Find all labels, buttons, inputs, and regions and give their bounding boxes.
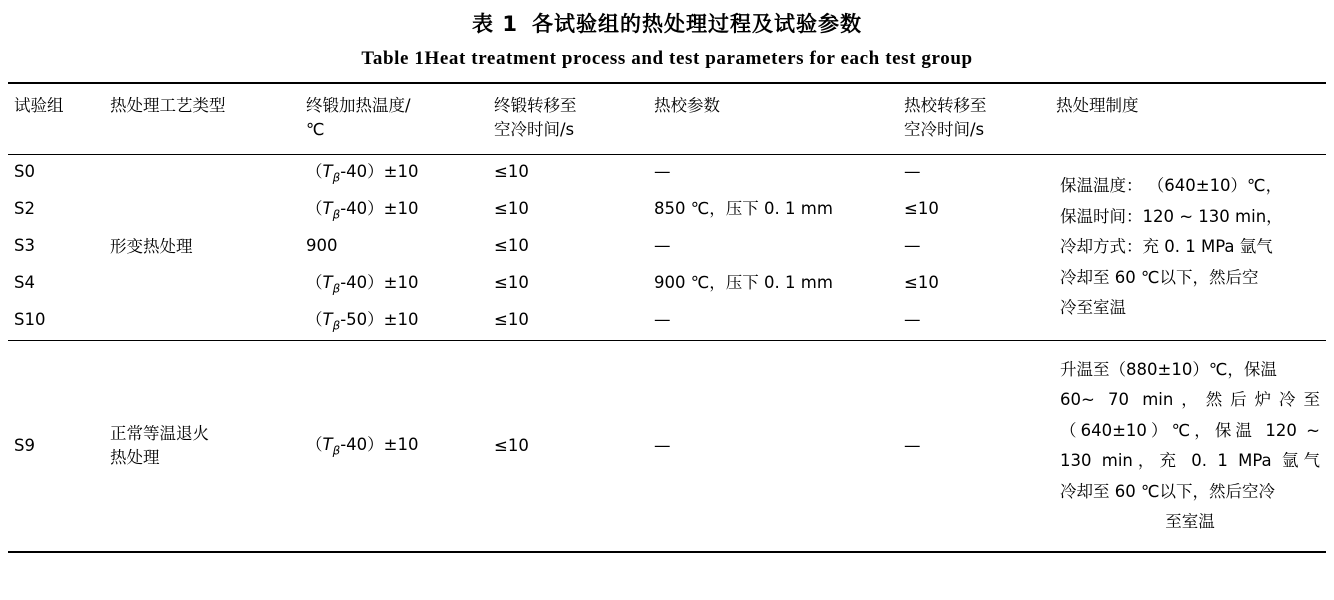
cell-final-forging-temp: $(T_\beta-40)\pm 10$ <box>306 434 419 458</box>
cell-transfer-time-2: — <box>904 310 921 330</box>
table-row <box>8 341 1326 552</box>
caption-chinese-text: 各试验组的热处理过程及试验参数 <box>531 12 862 36</box>
table-body <box>8 154 1326 553</box>
cell-transfer-time-1: ≤10 <box>494 310 529 330</box>
header-row <box>8 83 1326 154</box>
cell-group: S9 <box>14 436 35 456</box>
cell-transfer-time-1: ≤10 <box>494 436 529 456</box>
cell-hot-sizing: 850 ℃，压下 0. 1 mm <box>654 198 833 218</box>
cell-final-forging-temp: $(T_\beta-40)\pm 10$ <box>306 161 419 185</box>
column-header-transfer-time-1: 终锻转移至 空冷时间/s <box>488 83 648 154</box>
cell-hot-sizing: — <box>654 436 671 456</box>
cell-transfer-time-1: ≤10 <box>494 161 529 181</box>
cell-final-forging-temp: $(T_\beta-40)\pm 10$ <box>306 198 419 222</box>
cell-group: S4 <box>14 273 35 293</box>
cell-final-forging-temp: $(T_\beta-40)\pm 10$ <box>306 273 419 296</box>
column-header-group: 试验组 <box>8 83 104 154</box>
column-header-process-type: 热处理工艺类型 <box>104 83 300 154</box>
cell-group: S2 <box>14 198 35 218</box>
table-bottom-rule <box>8 552 1326 553</box>
table-header <box>8 83 1326 154</box>
cell-transfer-time-2: — <box>904 236 921 256</box>
cell-transfer-time-2: ≤10 <box>904 273 939 293</box>
cell-transfer-time-2: — <box>904 436 921 456</box>
column-header-transfer-time-2: 热校转移至 空冷时间/s <box>898 83 1050 154</box>
table-row <box>8 154 1326 192</box>
caption-english-text: Heat treatment process and test parameters for each test group <box>424 48 973 69</box>
cell-transfer-time-1: ≤10 <box>494 273 529 293</box>
cell-heat-treatment-regime: 升温至（880±10）℃，保温 60~ 70 min，然后炉冷至 （640±10）℃，保温 120 ~ 130 min，充 0. 1 MPa 氩气 冷却至 60 ℃以下，然后空冷 至室温 <box>1060 359 1320 532</box>
data-table <box>8 82 1326 553</box>
column-header-hot-sizing-params: 热校参数 <box>648 83 898 154</box>
cell-group: S0 <box>14 161 35 181</box>
cell-heat-treatment-regime: 保温温度： （640±10）℃， 保温时间：120 ~ 130 min， 冷却方式：充 0. 1 MPa 氩气 冷却至 60 ℃以下，然后空 冷至室温 <box>1060 176 1283 318</box>
column-header-heat-treatment-regime: 热处理制度 <box>1050 83 1326 154</box>
cell-transfer-time-1: ≤10 <box>494 198 529 218</box>
caption-english-label: Table 1 <box>361 48 425 69</box>
cell-transfer-time-1: ≤10 <box>494 236 529 256</box>
cell-final-forging-temp: 900 <box>306 236 338 256</box>
cell-group: S10 <box>14 310 46 330</box>
cell-hot-sizing: 900 ℃，压下 0. 1 mm <box>654 273 833 293</box>
caption-english <box>8 38 1326 78</box>
caption-chinese-label: 表 1 <box>472 12 518 36</box>
cell-hot-sizing: — <box>654 310 671 330</box>
cell-process-type: 形变热处理 <box>110 237 193 257</box>
column-header-final-forging-temp: 终锻加热温度/ ℃ <box>300 83 488 154</box>
cell-transfer-time-2: — <box>904 161 921 181</box>
cell-hot-sizing: — <box>654 161 671 181</box>
cell-transfer-time-2: ≤10 <box>904 198 939 218</box>
cell-process-type: 正常等温退火 热处理 <box>110 423 209 468</box>
cell-hot-sizing: — <box>654 236 671 256</box>
cell-final-forging-temp: $(T_\beta-50)\pm 10$ <box>306 310 419 333</box>
cell-group: S3 <box>14 236 35 256</box>
caption-chinese <box>8 0 1326 38</box>
